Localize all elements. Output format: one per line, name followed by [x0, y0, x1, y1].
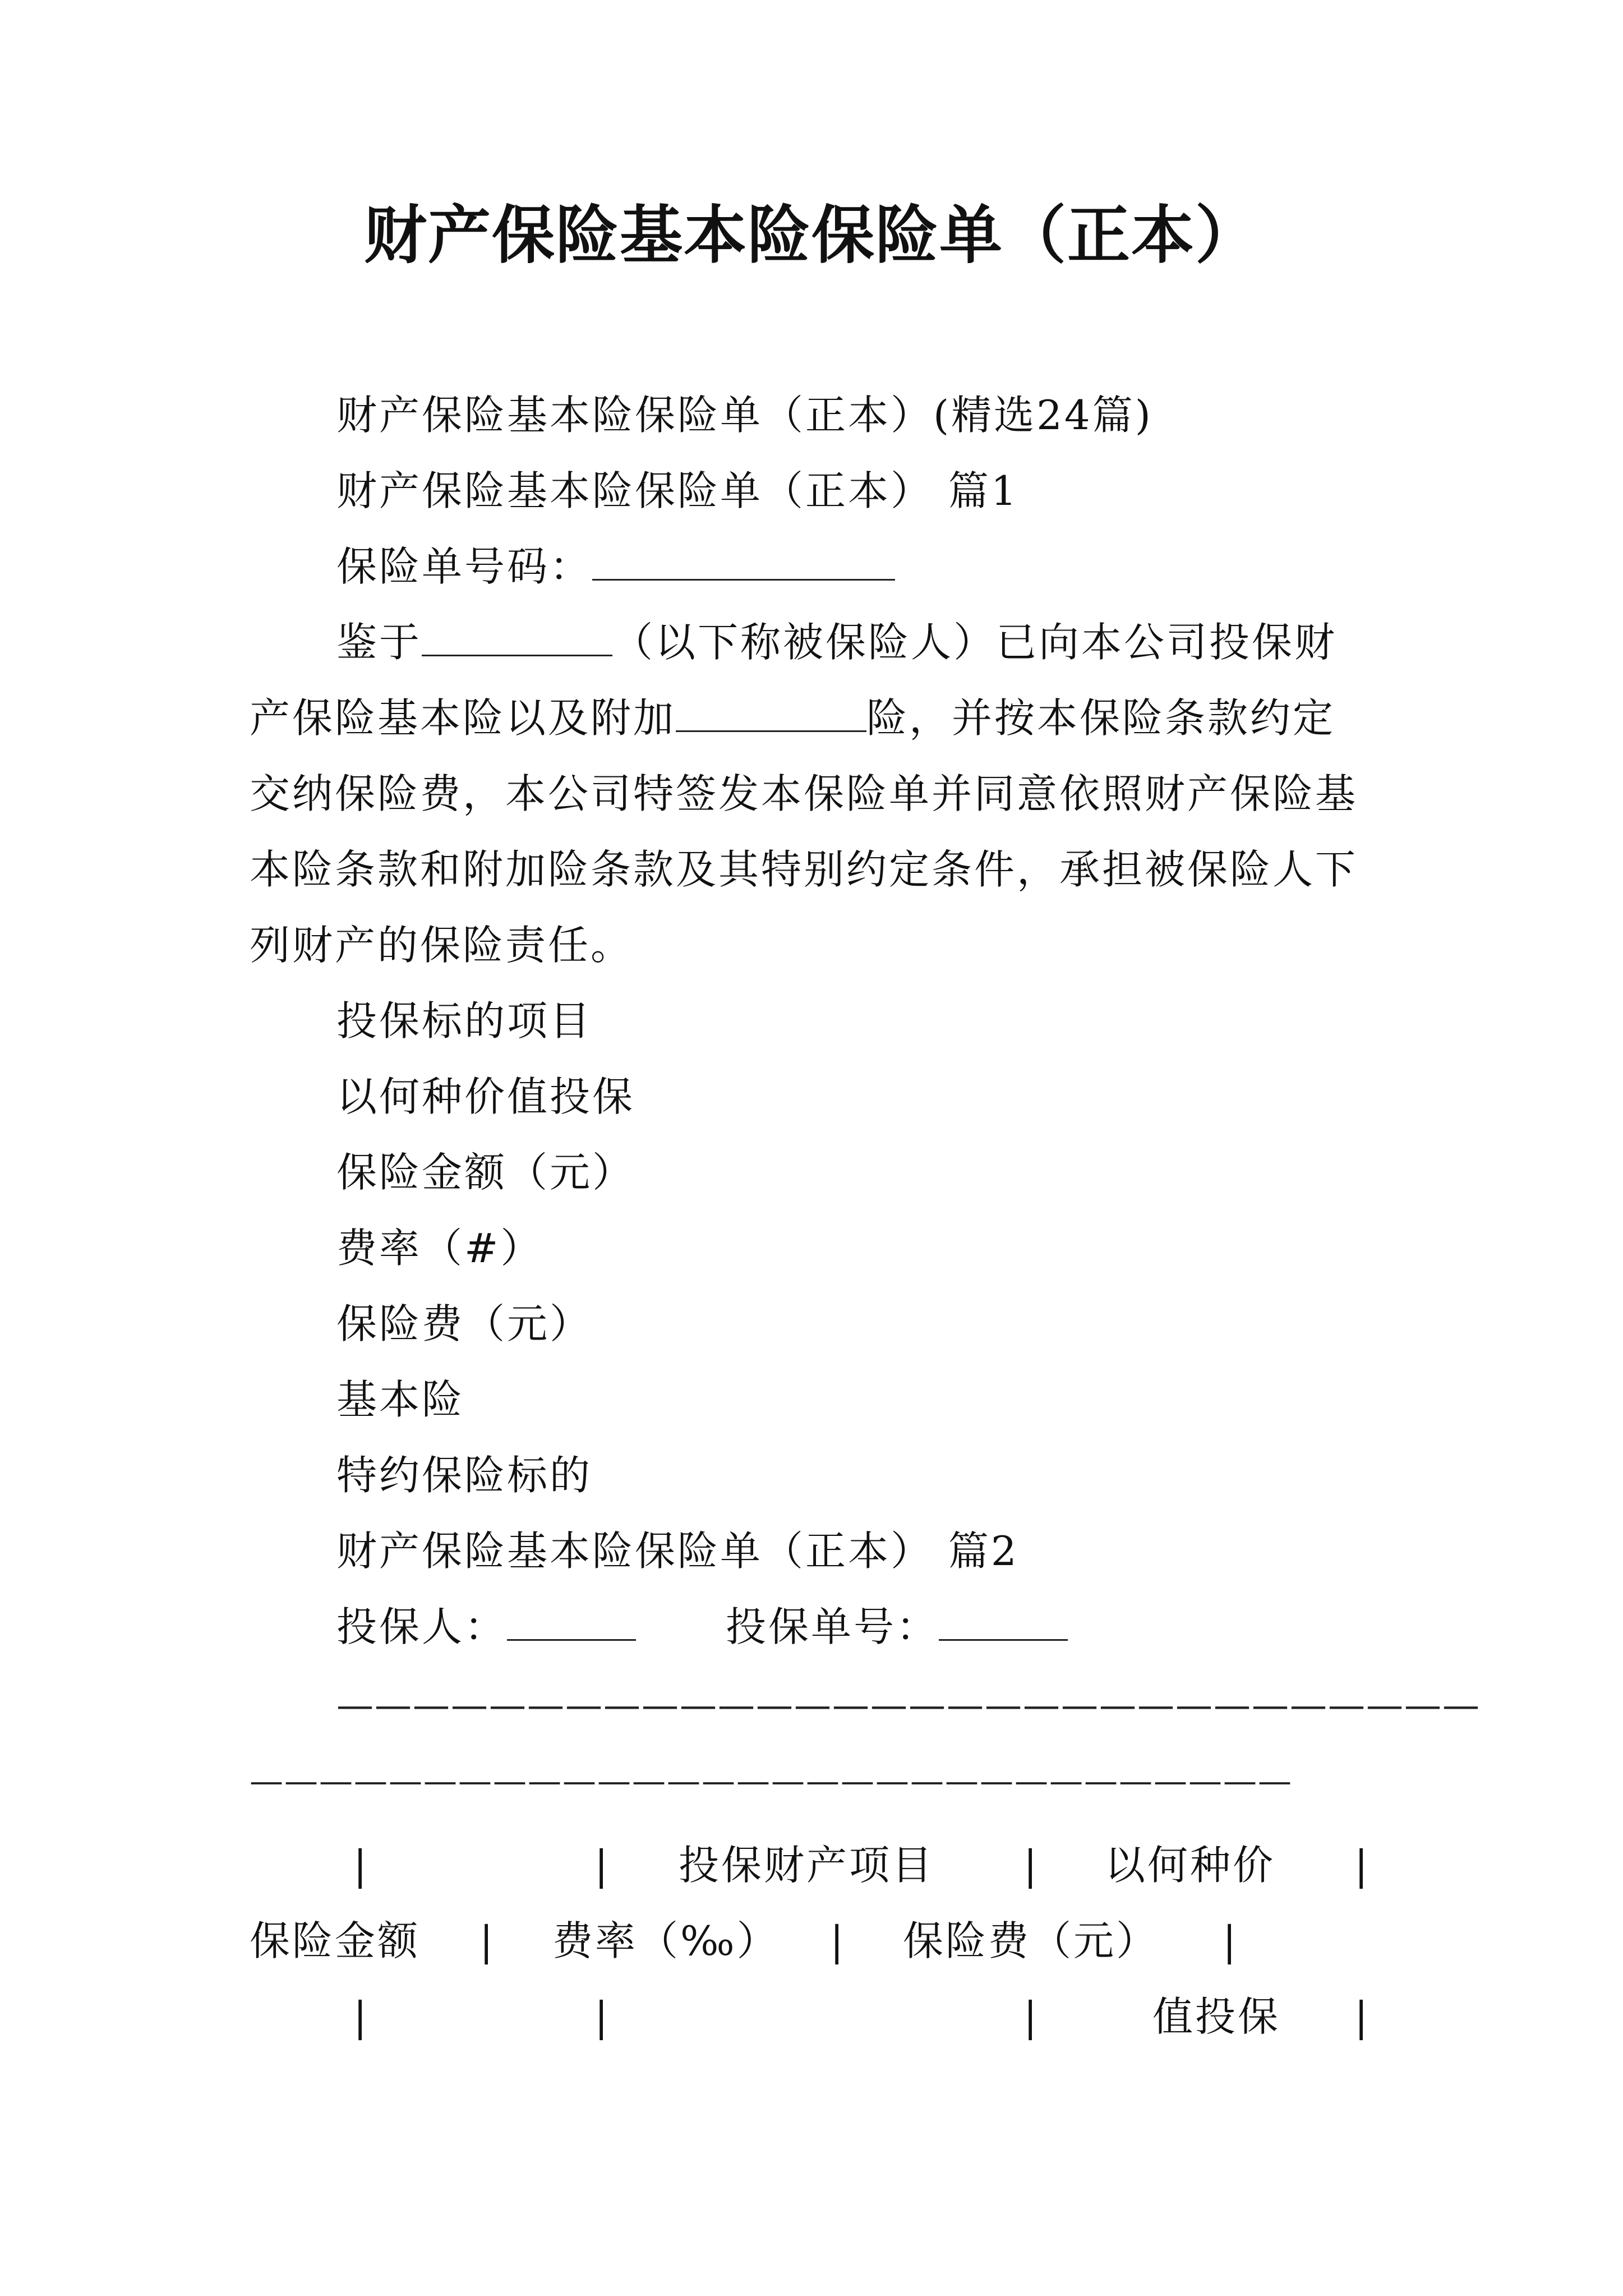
field-insured-item: 投保标的项目: [336, 997, 593, 1045]
paragraph-line-4: 本险条款和附加险条款及其特别约定条件，承担被保险人下: [250, 846, 1358, 893]
applicant-label: 投保人：: [336, 1603, 508, 1650]
additional-insurance-blank[interactable]: [676, 696, 866, 732]
document-title: 财产保险基本险保险单（正本）: [364, 199, 1259, 272]
table-pipe: |: [353, 1842, 370, 1889]
field-rate: 费率（#）: [336, 1225, 543, 1272]
insured-name-blank[interactable]: [422, 620, 612, 656]
dash-separator-2: ——————————————————————————————: [250, 1761, 1293, 1801]
field-basic-insurance: 基本险: [336, 1376, 465, 1423]
application-number-label: 投保单号：: [726, 1603, 939, 1650]
application-number-blank[interactable]: [939, 1604, 1068, 1641]
table-header-rate: 费率（‰）: [552, 1917, 780, 1964]
table-pipe: |: [594, 1842, 611, 1889]
policy-number-line: [336, 539, 895, 595]
applicant-blank[interactable]: [507, 1604, 636, 1641]
table-pipe: |: [1354, 1993, 1371, 2040]
paragraph-line-1: [336, 614, 1337, 670]
table-header-premium: 保险费（元）: [903, 1917, 1159, 1964]
field-premium: 保险费（元）: [336, 1300, 593, 1347]
section-heading-1: 财产保险基本险保险单（正本） 篇1: [336, 467, 1019, 514]
paragraph-line-3: 交纳保险费，本公司特签发本保险单并同意依照财产保险基: [250, 770, 1358, 817]
policy-number-label: 保险单号码：: [336, 543, 593, 590]
table-header-sum-insured: 保险金额: [250, 1917, 421, 1964]
section-heading-2: 财产保险基本险保险单（正本） 篇2: [336, 1527, 1019, 1575]
table-pipe: |: [1023, 1842, 1040, 1889]
table-pipe: |: [830, 1917, 846, 1964]
table-pipe: |: [353, 1993, 370, 2040]
dash-separator-1: ——————————————————————————————: [336, 1683, 1481, 1727]
policy-number-blank[interactable]: [592, 544, 895, 581]
table-header-value-basis: 以何种价: [1105, 1842, 1276, 1889]
para-text-c: 产保险基本险以及附加: [250, 694, 676, 742]
table-pipe: |: [1023, 1993, 1040, 2040]
table-pipe: |: [594, 1993, 611, 2040]
para-text-b: （以下称被保险人）已向本公司投保财: [612, 619, 1338, 666]
para-text-d: 险，并按本保险条款约定: [866, 694, 1336, 742]
table-pipe: |: [479, 1917, 496, 1964]
field-special-item: 特约保险标的: [336, 1452, 593, 1499]
table-pipe: |: [1354, 1842, 1371, 1889]
applicant-line: [336, 1599, 1068, 1655]
table-header-item: 投保财产项目: [679, 1842, 935, 1889]
table-pipe: |: [1223, 1917, 1239, 1964]
paragraph-line-5: 列财产的保险责任。: [250, 922, 634, 969]
paragraph-line-2: [250, 690, 1335, 746]
field-sum-insured: 保险金额（元）: [336, 1149, 635, 1196]
collection-heading: 财产保险基本险保险单（正本）(精选24篇): [336, 392, 1153, 439]
para-text-a: 鉴于: [336, 619, 422, 666]
table-header-value-basis-cont: 值投保: [1152, 1993, 1281, 2040]
field-value-basis: 以何种价值投保: [336, 1073, 635, 1120]
